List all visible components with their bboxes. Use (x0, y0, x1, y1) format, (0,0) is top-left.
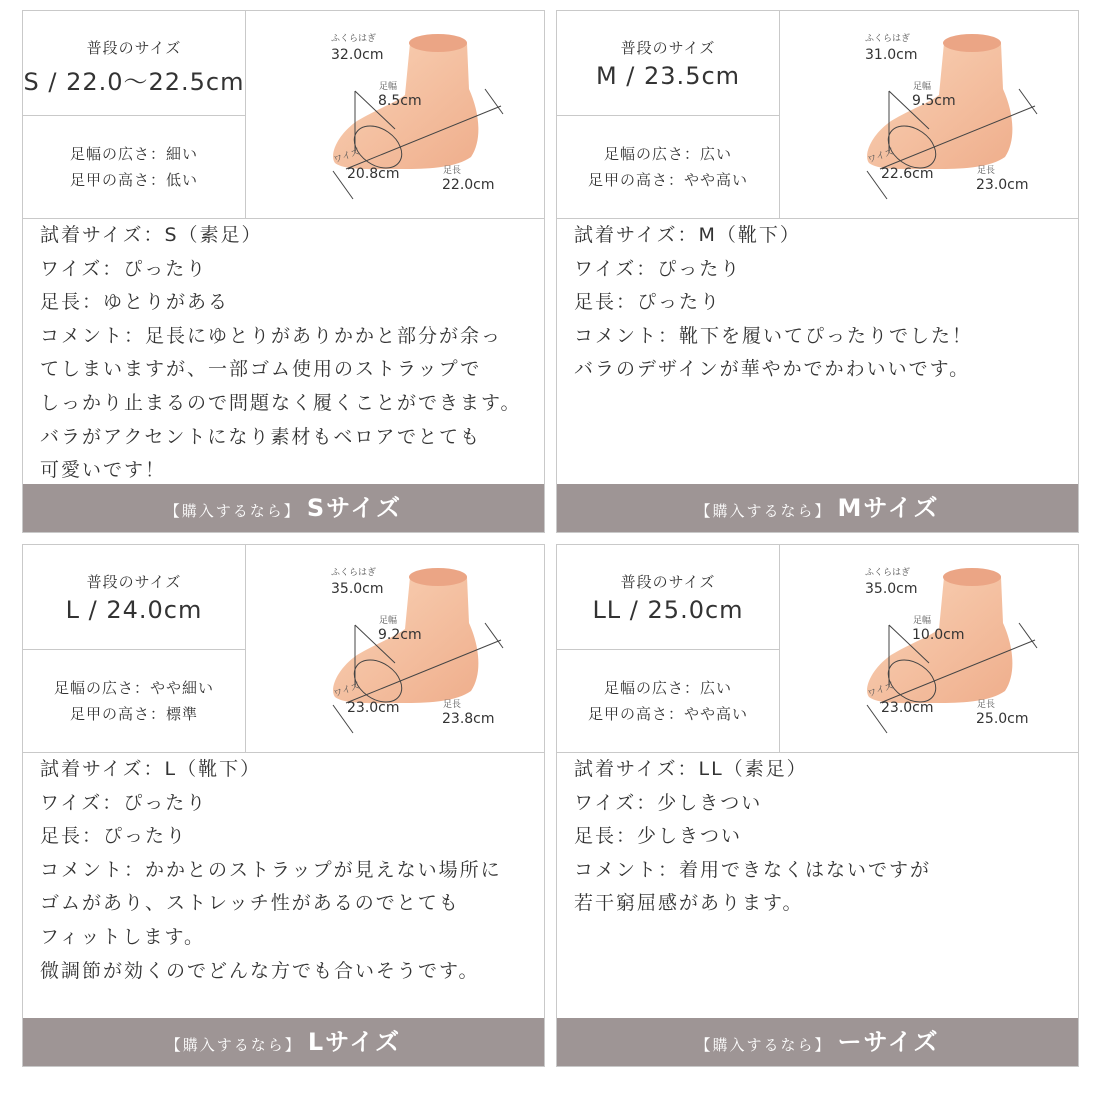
recommended-size-prefix: 【購入するなら】 (695, 502, 832, 520)
foot-diagram (779, 545, 1078, 752)
calf-value: 35.0cm (865, 581, 918, 597)
comment-line: 足長：少しきつい (574, 825, 743, 848)
instep-height-line-text: 足甲の高さ：標準 (69, 705, 198, 723)
recommended-size-value: Lサイズ (307, 1028, 402, 1056)
foot-width-value: 9.2cm (378, 627, 422, 643)
foot-length-label: 足長 (443, 700, 462, 710)
fitting-card (556, 10, 1079, 533)
comment-line: 可愛いです！ (40, 459, 167, 482)
comment-line: フィットします。 (40, 925, 205, 948)
card-summary (23, 11, 544, 219)
foot-shape-cell (23, 650, 245, 752)
usual-size-label: 普段のサイズ (86, 39, 182, 57)
foot-length-value: 25.0cm (976, 711, 1029, 727)
foot-width-label: 足幅 (379, 82, 398, 92)
usual-size-value: M / 23.5cm (595, 62, 741, 90)
calf-value: 32.0cm (331, 47, 384, 63)
foot-measurement-cell (779, 11, 1078, 218)
comment-line: バラのデザインが華やかでかわいいです。 (574, 358, 971, 381)
wise-value: 23.0cm (347, 700, 400, 716)
recommended-size-prefix: 【購入するなら】 (695, 1036, 832, 1054)
calf-value: 35.0cm (331, 581, 384, 597)
wise-label: ワイズ (332, 147, 362, 166)
recommended-size-value: Sサイズ (306, 494, 403, 522)
calf-label: ふくらはぎ (865, 34, 911, 44)
usual-size-label: 普段のサイズ (620, 573, 716, 591)
comment-line: 試着サイズ：M（靴下） (574, 224, 801, 246)
foot-length-label: 足長 (443, 166, 462, 176)
usual-size-cell (557, 545, 779, 650)
fitting-comment (40, 219, 538, 488)
comment-line: 足長：ぴったり (574, 291, 722, 314)
foot-width-line-text: 足幅の広さ：広い (603, 145, 732, 163)
fitting-comment (40, 753, 538, 988)
foot-measurement-cell (245, 11, 544, 218)
fitting-card (22, 10, 545, 533)
usual-size-value: LL / 25.0cm (592, 596, 744, 624)
comment-line: 試着サイズ：S（素足） (40, 224, 263, 246)
recommended-size-bar (557, 1018, 1078, 1066)
fitting-comment (574, 753, 1072, 921)
instep-height-line-text: 足甲の高さ：やや高い (587, 705, 748, 723)
comment-line: しっかり止まるので問題なく履くことができます。 (40, 391, 522, 414)
comment-line: ワイズ：ぴったり (40, 257, 208, 280)
instep-height-line-text: 足甲の高さ：やや高い (587, 171, 748, 189)
recommended-size-bar (23, 484, 544, 532)
card-summary (557, 545, 1078, 753)
card-summary (23, 545, 544, 753)
foot-diagram (245, 545, 544, 752)
comment-line: バラがアクセントになり素材もベロアでとても (40, 425, 482, 448)
foot-diagram (779, 11, 1078, 218)
comment-line: 足長：ゆとりがある (40, 291, 230, 314)
usual-size-cell (23, 545, 245, 650)
foot-width-line-text: 足幅の広さ：広い (603, 679, 732, 697)
comment-line: コメント：足長にゆとりがありかかと部分が余っ (40, 324, 503, 347)
wise-value: 23.0cm (881, 700, 934, 716)
wise-label: ワイズ (866, 681, 896, 700)
foot-shape-cell (23, 116, 245, 218)
foot-shape-cell (557, 116, 779, 218)
comment-line: ワイズ：ぴったり (574, 257, 742, 280)
recommended-size-value: Mサイズ (837, 494, 940, 522)
card-left-column (23, 545, 246, 752)
card-left-column (557, 11, 780, 218)
comment-line: ワイズ：少しきつい (574, 791, 763, 814)
recommended-size-prefix: 【購入するなら】 (164, 502, 301, 520)
recommended-size-value: ーサイズ (837, 1028, 940, 1056)
comment-line: 若干窮屈感があります。 (574, 892, 804, 915)
recommended-size-bar (23, 1018, 544, 1066)
fitting-card (22, 544, 545, 1067)
usual-size-label: 普段のサイズ (620, 39, 716, 57)
foot-length-label: 足長 (977, 166, 996, 176)
fitting-comment (574, 219, 1072, 387)
foot-width-value: 8.5cm (378, 93, 422, 109)
comment-line: 試着サイズ：LL（素足） (574, 758, 808, 780)
foot-length-value: 23.8cm (442, 711, 495, 727)
foot-shape-cell (557, 650, 779, 752)
foot-width-value: 9.5cm (912, 93, 956, 109)
wise-value: 20.8cm (347, 166, 400, 182)
usual-size-cell (557, 11, 779, 116)
fitting-card (556, 544, 1079, 1067)
foot-width-label: 足幅 (913, 616, 932, 626)
card-left-column (23, 11, 246, 218)
comment-line: 試着サイズ：L（靴下） (40, 758, 262, 780)
recommended-size-prefix: 【購入するなら】 (165, 1036, 302, 1054)
usual-size-value: S / 22.0〜22.5cm (23, 68, 245, 96)
foot-length-label: 足長 (977, 700, 996, 710)
calf-label: ふくらはぎ (331, 34, 377, 44)
wise-value: 22.6cm (881, 166, 934, 182)
foot-width-line-text: 足幅の広さ：細い (69, 145, 198, 163)
comment-line: コメント：かかとのストラップが見えない場所に (40, 858, 502, 881)
usual-size-value: L / 24.0cm (65, 596, 203, 624)
wise-label: ワイズ (332, 681, 362, 700)
foot-diagram (245, 11, 544, 218)
instep-height-line-text: 足甲の高さ：低い (69, 171, 198, 189)
comment-line: ワイズ：ぴったり (40, 791, 208, 814)
comment-line: 微調節が効くのでどんな方でも合いそうです。 (40, 959, 480, 982)
card-left-column (557, 545, 780, 752)
foot-length-value: 23.0cm (976, 177, 1029, 193)
calf-value: 31.0cm (865, 47, 918, 63)
foot-measurement-cell (779, 545, 1078, 752)
foot-measurement-cell (245, 545, 544, 752)
comment-line: ゴムがあり、ストレッチ性があるのでとても (40, 892, 460, 915)
wise-label: ワイズ (866, 147, 896, 166)
recommended-size-bar (557, 484, 1078, 532)
foot-width-value: 10.0cm (912, 627, 965, 643)
foot-length-value: 22.0cm (442, 177, 495, 193)
comment-line: 足長：ぴったり (40, 825, 188, 848)
usual-size-cell (23, 11, 245, 116)
calf-label: ふくらはぎ (865, 568, 911, 578)
comment-line: コメント：着用できなくはないですが (574, 858, 932, 881)
card-summary (557, 11, 1078, 219)
foot-width-label: 足幅 (379, 616, 398, 626)
foot-width-line-text: 足幅の広さ：やや細い (53, 679, 214, 697)
usual-size-label: 普段のサイズ (86, 573, 182, 591)
calf-label: ふくらはぎ (331, 568, 377, 578)
comment-line: てしまいますが、一部ゴム使用のストラップで (40, 358, 482, 381)
foot-width-label: 足幅 (913, 82, 932, 92)
comment-line: コメント：靴下を履いてぴったりでした！ (574, 324, 974, 347)
